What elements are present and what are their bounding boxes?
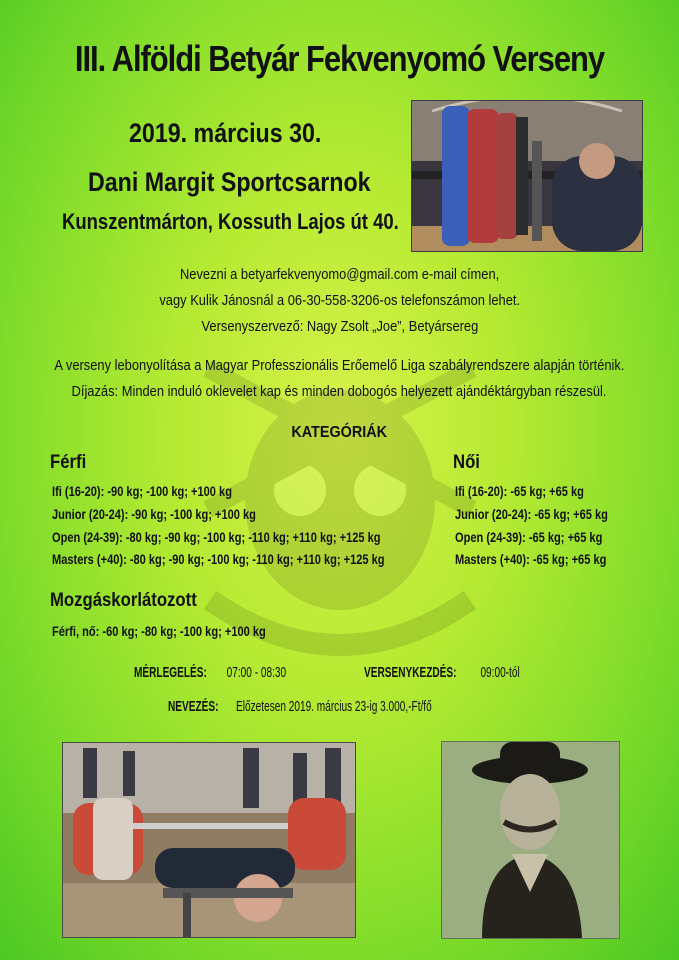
disabled-row: Férfi, nő: -60 kg; -80 kg; -100 kg; +100 kg [52,624,266,639]
entry-fee: NEVEZÉS: Előzetesen 2019. március 23-ig 3.000,-Ft/fő [168,698,433,715]
men-row-open: Open (24-39): -80 kg; -90 kg; -100 kg; -110 kg; +110 kg; +125 kg [52,530,381,545]
men-row-ifi: Ifi (16-20): -90 kg; -100 kg; +100 kg [52,484,232,499]
disabled-heading: Mozgáskorlátozott [50,590,197,611]
start-time: VERSENYKEZDÉS: 09:00-tól [364,664,520,681]
women-row-masters: Masters (+40): -65 kg; +65 kg [455,552,607,567]
info-line-phone: vagy Kulik Jánosnál a 06-30-558-3206-os telefonszámon lehet. [159,292,520,309]
women-row-junior: Junior (20-24): -65 kg; +65 kg [455,507,608,522]
women-row-ifi: Ifi (16-20): -65 kg; +65 kg [455,484,584,499]
info-line-prizes: Díjazás: Minden induló oklevelet kap és minden dobogós helyezett ajándéktárgyban részesül. [72,383,607,400]
bench-press-photo [62,742,356,938]
men-heading: Férfi [50,452,87,473]
event-title: III. Alföldi Betyár Fekvenyomó Verseny [74,38,605,79]
event-address: Kunszentmárton, Kossuth Lajos út 40. [62,209,399,234]
info-line-rules: A verseny lebonyolítása a Magyar Professzionális Erőemelő Liga szabályrendszere alapján történik. [54,357,625,374]
info-line-organizer: Versenyszervező: Nagy Zsolt „Joe”, Betyársereg [201,318,478,335]
portrait-photo [441,741,620,939]
weighin-time: MÉRLEGELÉS: 07:00 - 08:30 [134,664,286,681]
men-row-masters: Masters (+40): -80 kg; -90 kg; -100 kg; -110 kg; +110 kg; +125 kg [52,552,385,567]
event-venue: Dani Margit Sportcsarnok [88,167,371,197]
women-row-open: Open (24-39): -65 kg; +65 kg [455,530,603,545]
barbell-photo [411,100,643,252]
categories-title: KATEGÓRIÁK [291,424,388,441]
event-date: 2019. március 30. [129,118,322,148]
info-line-email: Nevezni a betyarfekvenyomo@gmail.com e-mail címen, [179,266,500,283]
women-heading: Női [453,452,480,473]
men-row-junior: Junior (20-24): -90 kg; -100 kg; +100 kg [52,507,256,522]
